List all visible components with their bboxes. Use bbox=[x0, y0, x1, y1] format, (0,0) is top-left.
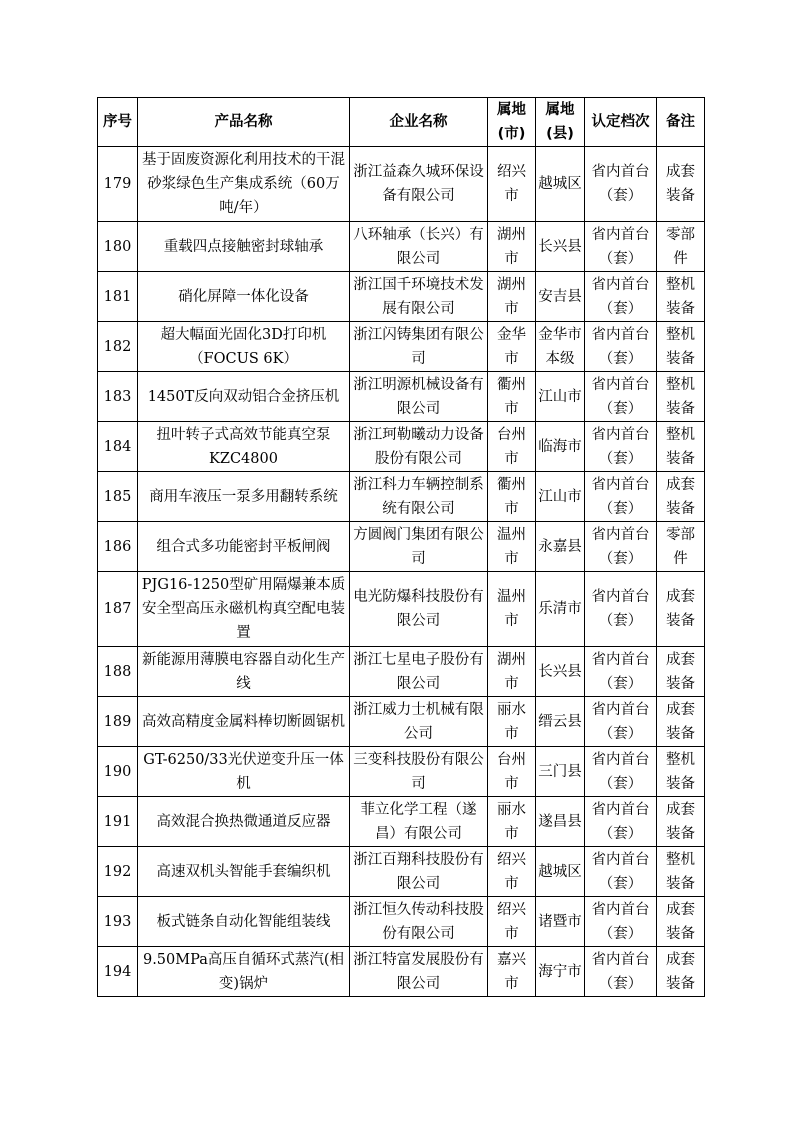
cell-product: 组合式多功能密封平板闸阀 bbox=[138, 522, 350, 572]
cell-city: 丽水市 bbox=[488, 697, 536, 747]
table-row bbox=[98, 647, 705, 697]
cell-enterprise: 浙江珂勒曦动力设备股份有限公司 bbox=[350, 422, 488, 472]
cell-product: 硝化屏障一体化设备 bbox=[138, 272, 350, 322]
cell-note: 成套装备 bbox=[657, 647, 705, 697]
cell-county: 临海市 bbox=[536, 422, 585, 472]
header-level: 认定档次 bbox=[585, 98, 657, 147]
cell-city: 绍兴市 bbox=[488, 847, 536, 897]
cell-level: 省内首台（套） bbox=[585, 697, 657, 747]
cell-level: 省内首台（套） bbox=[585, 847, 657, 897]
cell-note: 成套装备 bbox=[657, 797, 705, 847]
cell-product: 新能源用薄膜电容器自动化生产线 bbox=[138, 647, 350, 697]
table-row bbox=[98, 847, 705, 897]
cell-note: 成套装备 bbox=[657, 697, 705, 747]
table-header-row bbox=[98, 98, 705, 147]
table-row bbox=[98, 472, 705, 522]
cell-county: 长兴县 bbox=[536, 647, 585, 697]
cell-note: 整机装备 bbox=[657, 322, 705, 372]
table-row bbox=[98, 322, 705, 372]
cell-level: 省内首台（套） bbox=[585, 372, 657, 422]
cell-note: 零部件 bbox=[657, 222, 705, 272]
cell-county: 越城区 bbox=[536, 847, 585, 897]
table-row bbox=[98, 422, 705, 472]
cell-enterprise: 浙江七星电子股份有限公司 bbox=[350, 647, 488, 697]
cell-city: 衢州市 bbox=[488, 472, 536, 522]
cell-no: 193 bbox=[98, 897, 138, 947]
cell-product: 高效混合换热微通道反应器 bbox=[138, 797, 350, 847]
table-row bbox=[98, 572, 705, 647]
cell-level: 省内首台（套） bbox=[585, 272, 657, 322]
cell-product: PJG16-1250型矿用隔爆兼本质安全型高压永磁机构真空配电装置 bbox=[138, 572, 350, 647]
cell-county: 安吉县 bbox=[536, 272, 585, 322]
cell-city: 台州市 bbox=[488, 422, 536, 472]
cell-no: 179 bbox=[98, 147, 138, 222]
cell-no: 185 bbox=[98, 472, 138, 522]
cell-county: 江山市 bbox=[536, 472, 585, 522]
header-no: 序号 bbox=[98, 98, 138, 147]
cell-product: GT-6250/33光伏逆变升压一体机 bbox=[138, 747, 350, 797]
cell-enterprise: 方圆阀门集团有限公司 bbox=[350, 522, 488, 572]
cell-enterprise: 八环轴承（长兴）有限公司 bbox=[350, 222, 488, 272]
header-enterprise: 企业名称 bbox=[350, 98, 488, 147]
product-table bbox=[97, 97, 705, 997]
header-county: 属地(县) bbox=[536, 98, 585, 147]
cell-enterprise: 浙江益森久城环保设备有限公司 bbox=[350, 147, 488, 222]
cell-county: 江山市 bbox=[536, 372, 585, 422]
cell-note: 成套装备 bbox=[657, 147, 705, 222]
cell-product: 9.50MPa高压自循环式蒸汽(相变)锅炉 bbox=[138, 947, 350, 997]
cell-no: 191 bbox=[98, 797, 138, 847]
cell-note: 成套装备 bbox=[657, 472, 705, 522]
cell-county: 金华市本级 bbox=[536, 322, 585, 372]
cell-level: 省内首台（套） bbox=[585, 797, 657, 847]
cell-note: 整机装备 bbox=[657, 847, 705, 897]
cell-city: 绍兴市 bbox=[488, 897, 536, 947]
cell-no: 190 bbox=[98, 747, 138, 797]
cell-product: 超大幅面光固化3D打印机（FOCUS 6K） bbox=[138, 322, 350, 372]
cell-no: 181 bbox=[98, 272, 138, 322]
cell-product: 板式链条自动化智能组装线 bbox=[138, 897, 350, 947]
cell-no: 189 bbox=[98, 697, 138, 747]
cell-note: 成套装备 bbox=[657, 572, 705, 647]
cell-no: 180 bbox=[98, 222, 138, 272]
table-row bbox=[98, 222, 705, 272]
cell-product: 高速双机头智能手套编织机 bbox=[138, 847, 350, 897]
cell-product: 高效高精度金属料棒切断圆锯机 bbox=[138, 697, 350, 747]
cell-county: 海宁市 bbox=[536, 947, 585, 997]
cell-city: 金华市 bbox=[488, 322, 536, 372]
cell-city: 湖州市 bbox=[488, 272, 536, 322]
cell-county: 永嘉县 bbox=[536, 522, 585, 572]
cell-county: 长兴县 bbox=[536, 222, 585, 272]
cell-enterprise: 浙江恒久传动科技股份有限公司 bbox=[350, 897, 488, 947]
table-row bbox=[98, 897, 705, 947]
cell-level: 省内首台（套） bbox=[585, 747, 657, 797]
cell-enterprise: 浙江百翔科技股份有限公司 bbox=[350, 847, 488, 897]
table-row bbox=[98, 372, 705, 422]
table-row bbox=[98, 522, 705, 572]
cell-enterprise: 浙江国千环境技术发展有限公司 bbox=[350, 272, 488, 322]
cell-city: 温州市 bbox=[488, 522, 536, 572]
cell-level: 省内首台（套） bbox=[585, 897, 657, 947]
cell-note: 零部件 bbox=[657, 522, 705, 572]
cell-no: 182 bbox=[98, 322, 138, 372]
header-city: 属地(市) bbox=[488, 98, 536, 147]
table-row bbox=[98, 272, 705, 322]
cell-no: 183 bbox=[98, 372, 138, 422]
cell-level: 省内首台（套） bbox=[585, 322, 657, 372]
table-row bbox=[98, 747, 705, 797]
cell-county: 越城区 bbox=[536, 147, 585, 222]
cell-product: 1450T反向双动铝合金挤压机 bbox=[138, 372, 350, 422]
cell-county: 遂昌县 bbox=[536, 797, 585, 847]
cell-city: 温州市 bbox=[488, 572, 536, 647]
cell-level: 省内首台（套） bbox=[585, 147, 657, 222]
cell-county: 缙云县 bbox=[536, 697, 585, 747]
cell-enterprise: 浙江特富发展股份有限公司 bbox=[350, 947, 488, 997]
cell-city: 丽水市 bbox=[488, 797, 536, 847]
cell-level: 省内首台（套） bbox=[585, 422, 657, 472]
cell-level: 省内首台（套） bbox=[585, 947, 657, 997]
cell-level: 省内首台（套） bbox=[585, 522, 657, 572]
cell-enterprise: 浙江威力士机械有限公司 bbox=[350, 697, 488, 747]
cell-county: 三门县 bbox=[536, 747, 585, 797]
cell-city: 湖州市 bbox=[488, 647, 536, 697]
cell-note: 成套装备 bbox=[657, 947, 705, 997]
table-row bbox=[98, 147, 705, 222]
table-row bbox=[98, 797, 705, 847]
cell-note: 整机装备 bbox=[657, 747, 705, 797]
cell-level: 省内首台（套） bbox=[585, 472, 657, 522]
header-product: 产品名称 bbox=[138, 98, 350, 147]
cell-product: 重载四点接触密封球轴承 bbox=[138, 222, 350, 272]
cell-note: 整机装备 bbox=[657, 272, 705, 322]
cell-city: 衢州市 bbox=[488, 372, 536, 422]
cell-product: 扭叶转子式高效节能真空泵KZC4800 bbox=[138, 422, 350, 472]
cell-level: 省内首台（套） bbox=[585, 572, 657, 647]
cell-city: 湖州市 bbox=[488, 222, 536, 272]
cell-county: 乐清市 bbox=[536, 572, 585, 647]
cell-city: 嘉兴市 bbox=[488, 947, 536, 997]
cell-city: 绍兴市 bbox=[488, 147, 536, 222]
cell-enterprise: 浙江科力车辆控制系统有限公司 bbox=[350, 472, 488, 522]
cell-enterprise: 浙江明源机械设备有限公司 bbox=[350, 372, 488, 422]
cell-no: 187 bbox=[98, 572, 138, 647]
cell-city: 台州市 bbox=[488, 747, 536, 797]
cell-level: 省内首台（套） bbox=[585, 222, 657, 272]
cell-no: 188 bbox=[98, 647, 138, 697]
cell-no: 192 bbox=[98, 847, 138, 897]
table-row bbox=[98, 697, 705, 747]
cell-no: 186 bbox=[98, 522, 138, 572]
cell-no: 184 bbox=[98, 422, 138, 472]
header-note: 备注 bbox=[657, 98, 705, 147]
cell-note: 成套装备 bbox=[657, 897, 705, 947]
cell-enterprise: 菲立化学工程（遂昌）有限公司 bbox=[350, 797, 488, 847]
cell-county: 诸暨市 bbox=[536, 897, 585, 947]
cell-enterprise: 浙江闪铸集团有限公司 bbox=[350, 322, 488, 372]
cell-product: 商用车液压一泵多用翻转系统 bbox=[138, 472, 350, 522]
cell-product: 基于固废资源化利用技术的干混砂浆绿色生产集成系统（60万吨/年） bbox=[138, 147, 350, 222]
cell-enterprise: 电光防爆科技股份有限公司 bbox=[350, 572, 488, 647]
cell-no: 194 bbox=[98, 947, 138, 997]
table-row bbox=[98, 947, 705, 997]
cell-level: 省内首台（套） bbox=[585, 647, 657, 697]
cell-enterprise: 三变科技股份有限公司 bbox=[350, 747, 488, 797]
cell-note: 整机装备 bbox=[657, 422, 705, 472]
cell-note: 整机装备 bbox=[657, 372, 705, 422]
